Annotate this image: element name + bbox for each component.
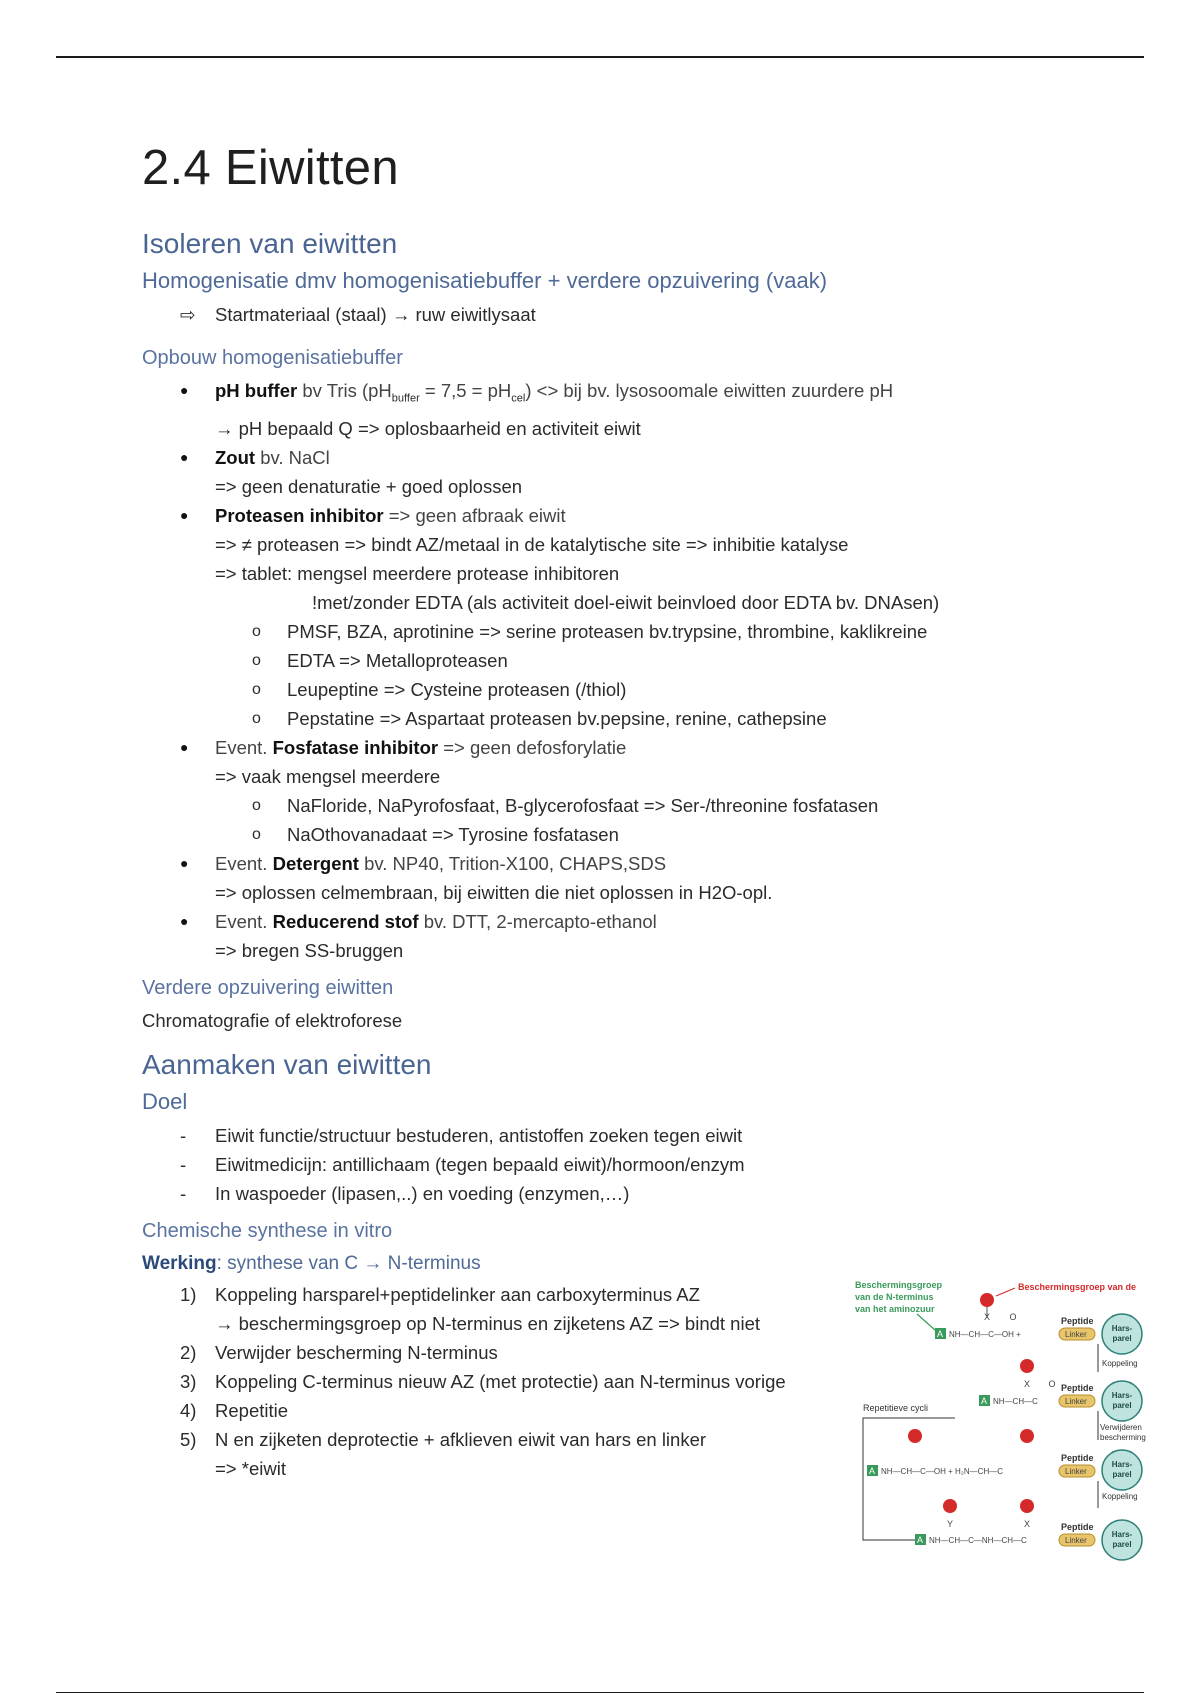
protect-group-dot (908, 1429, 922, 1443)
koppeling-label: Koppeling (1102, 1359, 1138, 1368)
peptide-label: Peptide (1061, 1453, 1094, 1463)
aa-letter: A (917, 1535, 924, 1545)
peptide-label: Peptide (1061, 1383, 1094, 1393)
list-item: o PMSF, BZA, aprotinine => serine proteasen bv.trypsine, thrombine, kaklikreine (142, 617, 1122, 646)
buffer-components-list-3 (142, 849, 1122, 965)
o-label: O (1009, 1312, 1017, 1322)
list-item-fosfatase (142, 733, 1122, 791)
protect-group-dot (1020, 1429, 1034, 1443)
green-label-2: van de N-terminus (855, 1292, 934, 1302)
green-label-3: van het aminozuur (855, 1304, 935, 1314)
repetitive-label: Repetitieve cycli (863, 1403, 929, 1413)
chain-text: NH—CH—C—OH + H₂N—CH—C (881, 1467, 1003, 1476)
linker-label: Linker (1065, 1330, 1087, 1339)
bead-label-1: Hars- (1111, 1530, 1133, 1539)
x-label: X (1023, 1379, 1031, 1389)
step-text: Repetitie (215, 1399, 289, 1421)
x-label: X (1023, 1519, 1031, 1529)
arrow-item-text: Startmateriaal (staal) → ruw eiwitlysaat (215, 304, 536, 325)
section-heading-isoleren: Isoleren van eiwitten (142, 228, 398, 259)
bottom-rule (56, 1692, 1144, 1693)
list-item-detergent (142, 849, 1122, 907)
aa-letter: A (869, 1466, 876, 1476)
fosfatase-line2: => vaak mengsel meerdere (215, 765, 441, 787)
protect-group-dot (1020, 1359, 1034, 1373)
reducerend-prefix: Event. (215, 910, 273, 932)
list-item-reducerend (142, 907, 1122, 965)
zout-text: bv. NaCl (255, 446, 330, 468)
list-item-ph-buffer (142, 376, 1122, 443)
subheading-opbouw: Opbouw homogenisatiebuffer (142, 347, 403, 369)
section-heading-aanmaken: Aanmaken van eiwitten (142, 1048, 432, 1080)
chain-text: NH—CH—C (993, 1397, 1038, 1406)
chain-text: NH—CH—C—NH—CH—C (929, 1536, 1027, 1545)
koppeling-label: Koppeling (1102, 1492, 1138, 1501)
aa-letter: A (981, 1396, 988, 1406)
detergent-label: Detergent (272, 852, 359, 874)
buffer-components-list-2 (142, 733, 1122, 791)
fosfatase-text: => geen defosforylatie (438, 736, 627, 758)
ph-label: pH buffer (215, 380, 298, 401)
reducerend-line2: => bregen SS-bruggen (215, 939, 404, 961)
peptide-synthesis-figure (855, 1278, 1165, 1568)
ph-sub-buffer: buffer (391, 392, 420, 405)
step-number: 2) (180, 1341, 197, 1363)
fosfatase-sublist (142, 791, 1122, 849)
subheading-chemische-synthese: Chemische synthese in vitro (142, 1219, 393, 1242)
bead-label-1: Hars- (1111, 1460, 1133, 1469)
proteasen-label: Proteasen inhibitor (215, 504, 384, 526)
reducerend-label: Reducerend stof (272, 910, 419, 932)
bead-label-2: parel (1112, 1334, 1132, 1343)
detergent-prefix: Event. (215, 852, 273, 874)
list-item: o NaOthovanadaat => Tyrosine fosfatasen (142, 820, 1122, 849)
step-number: 3) (180, 1370, 197, 1392)
werking-text: : synthese van C → N-terminus (216, 1252, 481, 1274)
doel-list (142, 1121, 1122, 1208)
werking-label: Werking (142, 1252, 217, 1274)
list-item: - Eiwit functie/structuur bestuderen, antistoffen zoeken tegen eiwit (142, 1121, 1122, 1150)
y-label: Y (946, 1519, 954, 1529)
zout-line2: => geen denaturatie + goed oplossen (215, 475, 523, 497)
proteasen-sublist (142, 617, 1122, 733)
werking-line (142, 1249, 1122, 1278)
step-text: Verwijder bescherming N-terminus (215, 1341, 498, 1363)
right-arrow-icon: ⇨ (180, 304, 196, 325)
detergent-line2: => oplossen celmembraan, bij eiwitten die niet oplossen in H2O-opl. (215, 881, 773, 903)
protect-group-dot (980, 1293, 994, 1307)
step-number: 1) (180, 1283, 197, 1305)
o-label: O (1048, 1379, 1056, 1389)
peptide-label: Peptide (1061, 1316, 1094, 1326)
bead-label-1: Hars- (1111, 1324, 1133, 1333)
proteasen-line3: => tablet: mengsel meerdere protease inhibitoren (215, 562, 620, 584)
proteasen-text: => geen afbraak eiwit (383, 504, 566, 526)
step-text: Koppeling C-terminus nieuw AZ (met protectie) aan N-terminus vorige (215, 1370, 786, 1392)
detergent-text: bv. NP40, Trition-X100, CHAPS,SDS (358, 852, 667, 874)
ph-text-a: bv Tris (pH (297, 380, 392, 401)
top-rule (56, 56, 1144, 58)
subheading-doel: Doel (142, 1088, 188, 1114)
step-number: 5) (180, 1428, 197, 1450)
reducerend-text: bv. DTT, 2-mercapto-ethanol (418, 910, 657, 932)
step-number: 4) (180, 1399, 197, 1421)
bead-label-2: parel (1112, 1540, 1132, 1549)
verwijderen-label-1: Verwijderen (1100, 1423, 1142, 1432)
list-item: o Leupeptine => Cysteine proteasen (/thiol) (142, 675, 1122, 704)
red-pointer (996, 1288, 1015, 1296)
ph-sub-cel: cel (511, 392, 526, 405)
green-label-1: Beschermingsgroep (855, 1280, 943, 1290)
step-extra: → beschermingsgroep op N-terminus en zijketens AZ => bindt niet (215, 1312, 761, 1334)
fosfatase-prefix: Event. (215, 736, 273, 758)
list-item: o NaFloride, NaPyrofosfaat, B-glycerofosfaat => Ser-/threonine fosfatasen (142, 791, 1122, 820)
verdere-opzuivering-text: Chromatografie of elektroforese (142, 1009, 403, 1031)
ph-text-b: = 7,5 = pH (419, 380, 512, 401)
green-pointer (917, 1314, 935, 1330)
x-label: X (983, 1312, 991, 1322)
page-title: 2.4 Eiwitten (142, 141, 399, 195)
bead-label-1: Hars- (1111, 1391, 1133, 1400)
step-text: N en zijketen deprotectie + afklieven eiwit van hars en linker (215, 1428, 707, 1450)
subheading-homogenisatie: Homogenisatie dmv homogenisatiebuffer + verdere opzuivering (vaak) (142, 268, 828, 293)
ph-line2: → pH bepaald Q => oplosbaarheid en activiteit eiwit (215, 417, 641, 439)
protect-group-dot (943, 1499, 957, 1513)
ph-text-c: ) <> bij bv. lysosoomale eiwitten zuurdere pH (525, 380, 894, 401)
list-item: - Eiwitmedicijn: antillichaam (tegen bepaald eiwit)/hormoon/enzym (142, 1150, 1122, 1179)
step-extra: => *eiwit (215, 1457, 286, 1479)
proteasen-line2: => ≠ proteasen => bindt AZ/metaal in de katalytische site => inhibitie katalyse (215, 533, 849, 555)
step-text: Koppeling harsparel+peptidelinker aan carboxyterminus AZ (215, 1283, 700, 1305)
arrow-item (142, 300, 1122, 329)
list-item-zout (142, 443, 1122, 501)
linker-label: Linker (1065, 1467, 1087, 1476)
linker-label: Linker (1065, 1397, 1087, 1406)
peptide-label: Peptide (1061, 1522, 1094, 1532)
bead-label-2: parel (1112, 1401, 1132, 1410)
aa-letter: A (937, 1329, 944, 1339)
buffer-components-list (142, 376, 1122, 588)
bead-label-2: parel (1112, 1470, 1132, 1479)
list-item: - In waspoeder (lipasen,..) en voeding (enzymen,…) (142, 1179, 1122, 1208)
list-item: o EDTA => Metalloproteasen (142, 646, 1122, 675)
protect-group-dot (1020, 1499, 1034, 1513)
linker-label: Linker (1065, 1536, 1087, 1545)
verwijderen-label-2: bescherming (1100, 1433, 1146, 1442)
proteasen-line4: !met/zonder EDTA (als activiteit doel-eiwit beinvloed door EDTA bv. DNAsen) (312, 591, 940, 613)
chain-text: NH—CH—C—OH + (949, 1330, 1021, 1339)
zout-label: Zout (215, 446, 256, 468)
list-item: o Pepstatine => Aspartaat proteasen bv.pepsine, renine, cathepsine (142, 704, 1122, 733)
list-item-proteasen (142, 501, 1122, 588)
fosfatase-label: Fosfatase inhibitor (272, 736, 439, 758)
subheading-verdere-opzuivering: Verdere opzuivering eiwitten (142, 976, 394, 999)
red-label: Beschermingsgroep van de (1018, 1282, 1137, 1292)
